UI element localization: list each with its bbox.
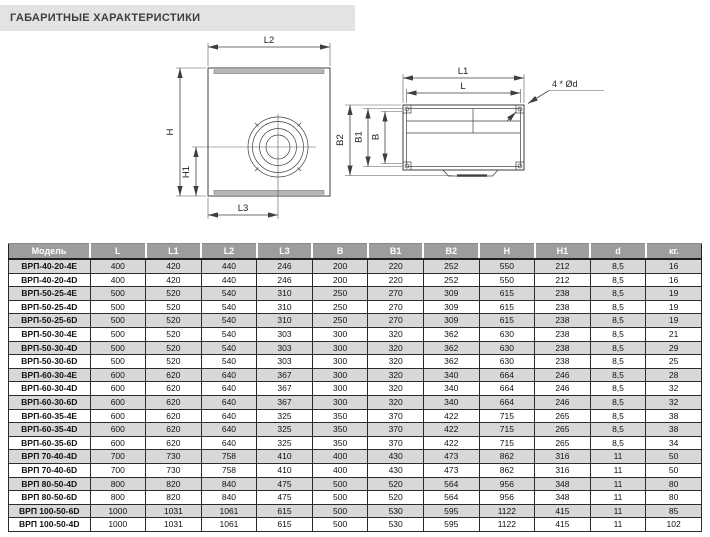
table-cell: 520 bbox=[146, 287, 202, 301]
table-cell: 530 bbox=[368, 518, 424, 532]
table-cell: 212 bbox=[535, 259, 591, 273]
table-cell: 102 bbox=[646, 518, 702, 532]
table-cell: 520 bbox=[146, 327, 202, 341]
table-cell: 325 bbox=[257, 409, 313, 423]
table-cell: 400 bbox=[90, 259, 146, 273]
table-row bbox=[9, 477, 702, 491]
table-cell: 265 bbox=[535, 409, 591, 423]
table-cell: 620 bbox=[146, 382, 202, 396]
table-row bbox=[9, 395, 702, 409]
table-cell: 265 bbox=[535, 436, 591, 450]
table-cell: 620 bbox=[146, 423, 202, 437]
front-view-drawing bbox=[165, 35, 330, 219]
table-cell: 320 bbox=[368, 355, 424, 369]
table-cell: 38 bbox=[646, 423, 702, 437]
model-cell: ВРП-50-25-4Е bbox=[9, 287, 91, 301]
table-cell: 620 bbox=[146, 436, 202, 450]
table-cell: 820 bbox=[146, 477, 202, 491]
table-row bbox=[9, 463, 702, 477]
table-cell: 320 bbox=[368, 327, 424, 341]
table-cell: 840 bbox=[201, 477, 257, 491]
table-cell: 8,5 bbox=[590, 273, 646, 287]
table-cell: 8,5 bbox=[590, 327, 646, 341]
table-cell: 640 bbox=[201, 368, 257, 382]
section-title: ГАБАРИТНЫЕ ХАРАКТЕРИСТИКИ bbox=[10, 12, 201, 24]
table-cell: 630 bbox=[479, 355, 535, 369]
dim-label-L2: L2 bbox=[263, 35, 275, 46]
table-cell: 309 bbox=[423, 287, 479, 301]
table-row bbox=[9, 341, 702, 355]
table-cell: 800 bbox=[90, 491, 146, 505]
column-header: L3 bbox=[257, 244, 313, 260]
column-header: H1 bbox=[535, 244, 591, 260]
table-cell: 700 bbox=[90, 450, 146, 464]
table-cell: 348 bbox=[535, 491, 591, 505]
table-cell: 8,5 bbox=[590, 300, 646, 314]
technical-drawings bbox=[0, 30, 710, 243]
table-cell: 564 bbox=[423, 491, 479, 505]
table-cell: 430 bbox=[368, 463, 424, 477]
top-flange-strip bbox=[214, 70, 324, 74]
dim-label-B: B bbox=[370, 133, 382, 141]
table-cell: 730 bbox=[146, 450, 202, 464]
table-cell: 700 bbox=[90, 463, 146, 477]
table-cell: 595 bbox=[423, 518, 479, 532]
dim-label-H1: H1 bbox=[181, 165, 192, 179]
table-cell: 8,5 bbox=[590, 382, 646, 396]
table-cell: 212 bbox=[535, 273, 591, 287]
table-cell: 246 bbox=[257, 259, 313, 273]
table-row bbox=[9, 287, 702, 301]
table-cell: 1000 bbox=[90, 518, 146, 532]
table-row bbox=[9, 259, 702, 273]
table-cell: 664 bbox=[479, 382, 535, 396]
table-cell: 85 bbox=[646, 504, 702, 518]
table-cell: 320 bbox=[368, 341, 424, 355]
column-header: кг. bbox=[646, 244, 702, 260]
column-header: B1 bbox=[368, 244, 424, 260]
model-cell: ВРП-60-35-4D bbox=[9, 423, 91, 437]
table-cell: 238 bbox=[535, 341, 591, 355]
table-cell: 664 bbox=[479, 395, 535, 409]
model-cell: ВРП-60-35-4Е bbox=[9, 409, 91, 423]
table-cell: 300 bbox=[312, 355, 368, 369]
table-cell: 500 bbox=[312, 491, 368, 505]
table-cell: 362 bbox=[423, 341, 479, 355]
table-cell: 246 bbox=[535, 395, 591, 409]
dim-label-B1: B1 bbox=[353, 131, 365, 143]
table-cell: 595 bbox=[423, 504, 479, 518]
table-cell: 325 bbox=[257, 423, 313, 437]
table-cell: 252 bbox=[423, 273, 479, 287]
table-cell: 16 bbox=[646, 273, 702, 287]
model-cell: ВРП 70-40-6D bbox=[9, 463, 91, 477]
table-cell: 246 bbox=[257, 273, 313, 287]
table-cell: 300 bbox=[312, 327, 368, 341]
table-cell: 422 bbox=[423, 436, 479, 450]
model-cell: ВРП 80-50-4D bbox=[9, 477, 91, 491]
table-row bbox=[9, 409, 702, 423]
model-cell: ВРП-50-30-6D bbox=[9, 355, 91, 369]
table-cell: 310 bbox=[257, 314, 313, 328]
table-cell: 320 bbox=[368, 382, 424, 396]
table-cell: 270 bbox=[368, 300, 424, 314]
table-cell: 300 bbox=[312, 341, 368, 355]
holes-callout bbox=[507, 79, 604, 121]
dim-label-L: L bbox=[460, 81, 466, 92]
model-cell: ВРП-50-30-4Е bbox=[9, 327, 91, 341]
dim-label-B2: B2 bbox=[335, 134, 346, 146]
model-cell: ВРП-60-30-6D bbox=[9, 395, 91, 409]
table-cell: 11 bbox=[590, 518, 646, 532]
column-header: d bbox=[590, 244, 646, 260]
table-cell: 8,5 bbox=[590, 409, 646, 423]
table-cell: 350 bbox=[312, 409, 368, 423]
table-cell: 550 bbox=[479, 259, 535, 273]
table-cell: 400 bbox=[312, 463, 368, 477]
table-cell: 246 bbox=[535, 382, 591, 396]
table-cell: 19 bbox=[646, 300, 702, 314]
table-cell: 473 bbox=[423, 463, 479, 477]
table-cell: 410 bbox=[257, 450, 313, 464]
table-cell: 500 bbox=[312, 477, 368, 491]
table-cell: 19 bbox=[646, 314, 702, 328]
model-cell: ВРП-60-30-4Е bbox=[9, 368, 91, 382]
table-cell: 1000 bbox=[90, 504, 146, 518]
dim-label-L3: L3 bbox=[237, 203, 249, 214]
model-cell: ВРП 80-50-6D bbox=[9, 491, 91, 505]
column-header: L1 bbox=[146, 244, 202, 260]
table-cell: 316 bbox=[535, 450, 591, 464]
table-cell: 270 bbox=[368, 287, 424, 301]
table-cell: 300 bbox=[312, 395, 368, 409]
table-cell: 600 bbox=[90, 409, 146, 423]
model-cell: ВРП-40-20-4Е bbox=[9, 259, 91, 273]
table-cell: 640 bbox=[201, 395, 257, 409]
side-view-drawing bbox=[335, 66, 604, 176]
table-header-row bbox=[9, 244, 702, 260]
table-row bbox=[9, 450, 702, 464]
table-cell: 420 bbox=[146, 259, 202, 273]
table-cell: 540 bbox=[201, 314, 257, 328]
table-cell: 220 bbox=[368, 259, 424, 273]
table-cell: 1122 bbox=[479, 518, 535, 532]
table-cell: 500 bbox=[90, 287, 146, 301]
table-cell: 730 bbox=[146, 463, 202, 477]
table-cell: 250 bbox=[312, 314, 368, 328]
table-cell: 420 bbox=[146, 273, 202, 287]
table-cell: 862 bbox=[479, 463, 535, 477]
table-cell: 500 bbox=[90, 355, 146, 369]
table-cell: 520 bbox=[146, 314, 202, 328]
model-cell: ВРП-40-20-4D bbox=[9, 273, 91, 287]
table-cell: 615 bbox=[257, 504, 313, 518]
table-cell: 500 bbox=[90, 300, 146, 314]
table-cell: 422 bbox=[423, 409, 479, 423]
table-cell: 11 bbox=[590, 504, 646, 518]
table-row bbox=[9, 436, 702, 450]
table-cell: 600 bbox=[90, 382, 146, 396]
holes-label: 4 * Ød bbox=[552, 79, 578, 89]
table-cell: 303 bbox=[257, 355, 313, 369]
model-cell: ВРП-60-30-4D bbox=[9, 382, 91, 396]
table-cell: 440 bbox=[201, 273, 257, 287]
table-cell: 11 bbox=[590, 450, 646, 464]
model-cell: ВРП-60-35-6D bbox=[9, 436, 91, 450]
model-cell: ВРП-50-25-4D bbox=[9, 300, 91, 314]
table-cell: 620 bbox=[146, 368, 202, 382]
table-cell: 370 bbox=[368, 423, 424, 437]
table-cell: 615 bbox=[479, 300, 535, 314]
table-cell: 200 bbox=[312, 259, 368, 273]
table-cell: 8,5 bbox=[590, 259, 646, 273]
table-cell: 862 bbox=[479, 450, 535, 464]
table-cell: 21 bbox=[646, 327, 702, 341]
table-cell: 1122 bbox=[479, 504, 535, 518]
table-cell: 250 bbox=[312, 287, 368, 301]
column-header: Модель bbox=[9, 244, 91, 260]
table-cell: 238 bbox=[535, 287, 591, 301]
table-cell: 520 bbox=[368, 491, 424, 505]
table-cell: 270 bbox=[368, 314, 424, 328]
table-row bbox=[9, 273, 702, 287]
table-row bbox=[9, 504, 702, 518]
table-cell: 34 bbox=[646, 436, 702, 450]
table-cell: 11 bbox=[590, 491, 646, 505]
dim-label-H: H bbox=[165, 128, 176, 136]
table-cell: 640 bbox=[201, 409, 257, 423]
table-cell: 500 bbox=[312, 504, 368, 518]
table-cell: 540 bbox=[201, 327, 257, 341]
table-row bbox=[9, 518, 702, 532]
table-cell: 956 bbox=[479, 477, 535, 491]
table-cell: 265 bbox=[535, 423, 591, 437]
table-cell: 325 bbox=[257, 436, 313, 450]
model-cell: ВРП-50-25-6D bbox=[9, 314, 91, 328]
table-cell: 8,5 bbox=[590, 436, 646, 450]
table-row bbox=[9, 382, 702, 396]
column-header: B2 bbox=[423, 244, 479, 260]
table-cell: 238 bbox=[535, 327, 591, 341]
table-cell: 840 bbox=[201, 491, 257, 505]
table-cell: 11 bbox=[590, 463, 646, 477]
table-cell: 340 bbox=[423, 395, 479, 409]
table-cell: 615 bbox=[479, 287, 535, 301]
table-cell: 1061 bbox=[201, 518, 257, 532]
table-cell: 400 bbox=[312, 450, 368, 464]
table-cell: 422 bbox=[423, 423, 479, 437]
table-cell: 715 bbox=[479, 436, 535, 450]
table-cell: 300 bbox=[312, 382, 368, 396]
table-cell: 715 bbox=[479, 423, 535, 437]
table-cell: 664 bbox=[479, 368, 535, 382]
table-cell: 758 bbox=[201, 450, 257, 464]
table-cell: 25 bbox=[646, 355, 702, 369]
table-cell: 540 bbox=[201, 341, 257, 355]
table-cell: 350 bbox=[312, 436, 368, 450]
table-cell: 38 bbox=[646, 409, 702, 423]
corner-bolt-holes bbox=[403, 105, 524, 170]
table-cell: 340 bbox=[423, 382, 479, 396]
table-cell: 8,5 bbox=[590, 368, 646, 382]
model-cell: ВРП 100-50-4D bbox=[9, 518, 91, 532]
table-cell: 238 bbox=[535, 300, 591, 314]
table-cell: 1061 bbox=[201, 504, 257, 518]
table-cell: 309 bbox=[423, 314, 479, 328]
table-cell: 320 bbox=[368, 368, 424, 382]
table-cell: 50 bbox=[646, 450, 702, 464]
table-cell: 348 bbox=[535, 477, 591, 491]
column-header: H bbox=[479, 244, 535, 260]
table-cell: 956 bbox=[479, 491, 535, 505]
table-cell: 430 bbox=[368, 450, 424, 464]
table-cell: 238 bbox=[535, 355, 591, 369]
column-header: L2 bbox=[201, 244, 257, 260]
table-cell: 362 bbox=[423, 355, 479, 369]
table-cell: 800 bbox=[90, 477, 146, 491]
table-cell: 50 bbox=[646, 463, 702, 477]
table-cell: 615 bbox=[257, 518, 313, 532]
table-cell: 640 bbox=[201, 382, 257, 396]
table-cell: 473 bbox=[423, 450, 479, 464]
table-row bbox=[9, 300, 702, 314]
table-cell: 362 bbox=[423, 327, 479, 341]
table-cell: 8,5 bbox=[590, 423, 646, 437]
table-cell: 520 bbox=[146, 300, 202, 314]
table-cell: 715 bbox=[479, 409, 535, 423]
table-cell: 320 bbox=[368, 395, 424, 409]
table-cell: 415 bbox=[535, 518, 591, 532]
table-cell: 28 bbox=[646, 368, 702, 382]
table-cell: 316 bbox=[535, 463, 591, 477]
table-cell: 1031 bbox=[146, 504, 202, 518]
table-cell: 500 bbox=[90, 341, 146, 355]
table-cell: 252 bbox=[423, 259, 479, 273]
table-cell: 600 bbox=[90, 423, 146, 437]
table-cell: 300 bbox=[312, 368, 368, 382]
table-cell: 303 bbox=[257, 327, 313, 341]
table-cell: 500 bbox=[90, 314, 146, 328]
column-header: L bbox=[90, 244, 146, 260]
table-cell: 8,5 bbox=[590, 314, 646, 328]
table-cell: 400 bbox=[90, 273, 146, 287]
table-cell: 303 bbox=[257, 341, 313, 355]
table-cell: 620 bbox=[146, 409, 202, 423]
table-cell: 440 bbox=[201, 259, 257, 273]
table-cell: 19 bbox=[646, 287, 702, 301]
table-cell: 80 bbox=[646, 477, 702, 491]
table-cell: 350 bbox=[312, 423, 368, 437]
dimensions-table bbox=[8, 243, 702, 532]
table-cell: 309 bbox=[423, 300, 479, 314]
table-cell: 310 bbox=[257, 300, 313, 314]
table-cell: 8,5 bbox=[590, 341, 646, 355]
table-cell: 540 bbox=[201, 300, 257, 314]
table-cell: 200 bbox=[312, 273, 368, 287]
model-cell: ВРП 100-50-6D bbox=[9, 504, 91, 518]
table-cell: 520 bbox=[146, 355, 202, 369]
bottom-drain bbox=[443, 170, 498, 176]
table-body bbox=[9, 259, 702, 531]
table-cell: 640 bbox=[201, 423, 257, 437]
table-cell: 620 bbox=[146, 395, 202, 409]
table-cell: 540 bbox=[201, 355, 257, 369]
table-cell: 80 bbox=[646, 491, 702, 505]
bottom-flange-strip bbox=[214, 190, 324, 194]
table-cell: 550 bbox=[479, 273, 535, 287]
table-cell: 29 bbox=[646, 341, 702, 355]
table-cell: 475 bbox=[257, 477, 313, 491]
table-cell: 410 bbox=[257, 463, 313, 477]
dim-label-L1: L1 bbox=[457, 66, 469, 77]
table-cell: 8,5 bbox=[590, 395, 646, 409]
table-cell: 250 bbox=[312, 300, 368, 314]
table-row bbox=[9, 368, 702, 382]
table-cell: 640 bbox=[201, 436, 257, 450]
table-row bbox=[9, 314, 702, 328]
table-cell: 220 bbox=[368, 273, 424, 287]
table-cell: 340 bbox=[423, 368, 479, 382]
column-header: B bbox=[312, 244, 368, 260]
table-cell: 475 bbox=[257, 491, 313, 505]
table-cell: 370 bbox=[368, 436, 424, 450]
table-row bbox=[9, 491, 702, 505]
table-cell: 1031 bbox=[146, 518, 202, 532]
table-cell: 238 bbox=[535, 314, 591, 328]
table-cell: 32 bbox=[646, 395, 702, 409]
table-cell: 600 bbox=[90, 395, 146, 409]
table-row bbox=[9, 327, 702, 341]
table-cell: 520 bbox=[368, 477, 424, 491]
table-cell: 615 bbox=[479, 314, 535, 328]
table-cell: 310 bbox=[257, 287, 313, 301]
table-cell: 370 bbox=[368, 409, 424, 423]
table-cell: 600 bbox=[90, 368, 146, 382]
table-cell: 520 bbox=[146, 341, 202, 355]
table-cell: 630 bbox=[479, 341, 535, 355]
table-cell: 415 bbox=[535, 504, 591, 518]
table-cell: 32 bbox=[646, 382, 702, 396]
table-cell: 820 bbox=[146, 491, 202, 505]
table-cell: 16 bbox=[646, 259, 702, 273]
section-header bbox=[0, 5, 355, 31]
table-cell: 600 bbox=[90, 436, 146, 450]
table-cell: 367 bbox=[257, 382, 313, 396]
table-row bbox=[9, 423, 702, 437]
table-cell: 500 bbox=[90, 327, 146, 341]
table-cell: 367 bbox=[257, 368, 313, 382]
model-cell: ВРП 70-40-4D bbox=[9, 450, 91, 464]
table-cell: 530 bbox=[368, 504, 424, 518]
table-cell: 540 bbox=[201, 287, 257, 301]
table-row bbox=[9, 355, 702, 369]
table-cell: 11 bbox=[590, 477, 646, 491]
table-cell: 246 bbox=[535, 368, 591, 382]
table-cell: 367 bbox=[257, 395, 313, 409]
table-cell: 564 bbox=[423, 477, 479, 491]
table-cell: 758 bbox=[201, 463, 257, 477]
table-cell: 630 bbox=[479, 327, 535, 341]
table-cell: 8,5 bbox=[590, 287, 646, 301]
model-cell: ВРП-50-30-4D bbox=[9, 341, 91, 355]
table-cell: 8,5 bbox=[590, 355, 646, 369]
table-cell: 500 bbox=[312, 518, 368, 532]
